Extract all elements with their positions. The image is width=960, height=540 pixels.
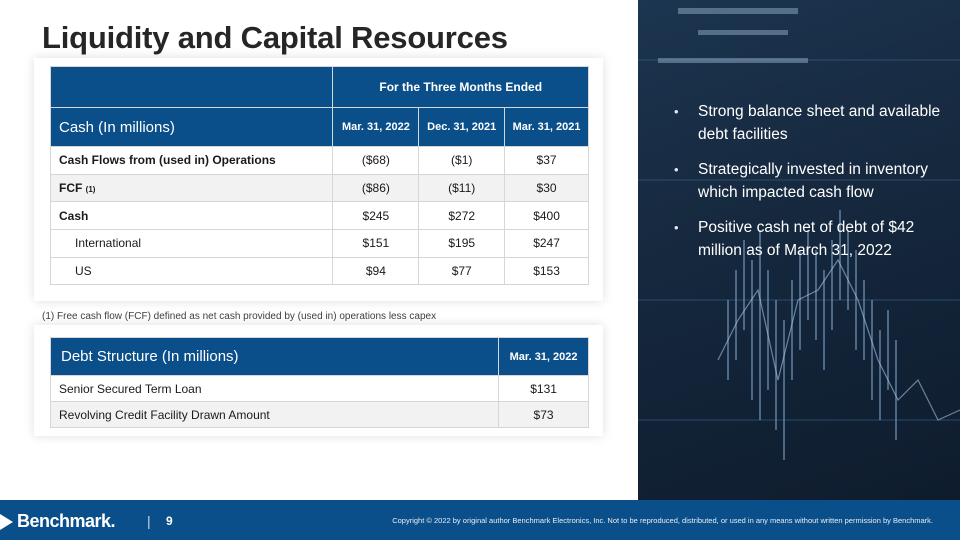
column-header: Mar. 31, 2022 (333, 108, 419, 147)
cash-label-header: Cash (In millions) (51, 108, 333, 147)
page-title: Liquidity and Capital Resources (42, 20, 508, 55)
cash-table-card (34, 58, 603, 301)
row-label: Revolving Credit Facility Drawn Amount (51, 402, 499, 428)
bullet-item: • Strong balance sheet and available debt facilities (674, 100, 944, 146)
bullet-item: • Strategically invested in inventory which impacted cash flow (674, 158, 944, 204)
cell-value: $37 (505, 147, 589, 175)
cell-value: $195 (419, 230, 505, 258)
cell-value: $151 (333, 230, 419, 258)
cell-value: $272 (419, 202, 505, 230)
bullet-list (674, 100, 944, 274)
cell-value: $73 (499, 402, 589, 428)
cell-value: $247 (505, 230, 589, 258)
cell-value: $77 (419, 257, 505, 285)
benchmark-logo (0, 511, 115, 532)
background-image-panel (638, 0, 960, 500)
logo-dot: . (110, 511, 116, 531)
row-label-text: FCF (59, 181, 83, 196)
debt-label-header: Debt Structure (In millions) (51, 338, 499, 376)
debt-table (50, 337, 589, 428)
debt-table-card (34, 325, 603, 436)
footer-bar (0, 500, 960, 540)
cell-value: $153 (505, 257, 589, 285)
logo-text: Benchmark (17, 511, 111, 531)
footnote: (1) Free cash flow (FCF) defined as net cash provided by (used in) operations less capex (42, 311, 437, 322)
cell-value: $131 (499, 376, 589, 402)
row-label: International (51, 230, 333, 258)
period-header: For the Three Months Ended (333, 67, 589, 108)
cell-value: ($11) (419, 174, 505, 202)
table-row (51, 257, 589, 285)
footer-separator: | (147, 513, 151, 529)
cell-value: ($68) (333, 147, 419, 175)
cell-value: $400 (505, 202, 589, 230)
table-row (51, 147, 589, 175)
table-row (51, 230, 589, 258)
cell-value: $94 (333, 257, 419, 285)
table-row (51, 202, 589, 230)
bullet-item: • Positive cash net of debt of $42 million as of March 31, 2022 (674, 216, 944, 262)
table-row (51, 402, 589, 428)
column-header: Mar. 31, 2022 (499, 338, 589, 376)
logo-triangle-icon (0, 514, 13, 530)
copyright-notice: Copyright © 2022 by original author Benchmark Electronics, Inc. Not to be reproduced, distributed, or used in any means without written permission by Benchmark. (392, 516, 933, 525)
footnote-marker: (1) (85, 185, 96, 195)
cash-table (50, 66, 589, 285)
table-row (51, 174, 589, 202)
cell-value: ($1) (419, 147, 505, 175)
column-header: Mar. 31, 2021 (505, 108, 589, 147)
cell-value: $30 (505, 174, 589, 202)
cell-value: ($86) (333, 174, 419, 202)
table-row (51, 376, 589, 402)
cell-value: $245 (333, 202, 419, 230)
row-label: Cash Flows from (used in) Operations (51, 147, 333, 175)
row-label (51, 174, 333, 202)
row-label: Cash (51, 202, 333, 230)
row-label: US (51, 257, 333, 285)
column-header: Dec. 31, 2021 (419, 108, 505, 147)
page-number: 9 (166, 514, 173, 528)
blank-header-cell (51, 67, 333, 108)
row-label: Senior Secured Term Loan (51, 376, 499, 402)
